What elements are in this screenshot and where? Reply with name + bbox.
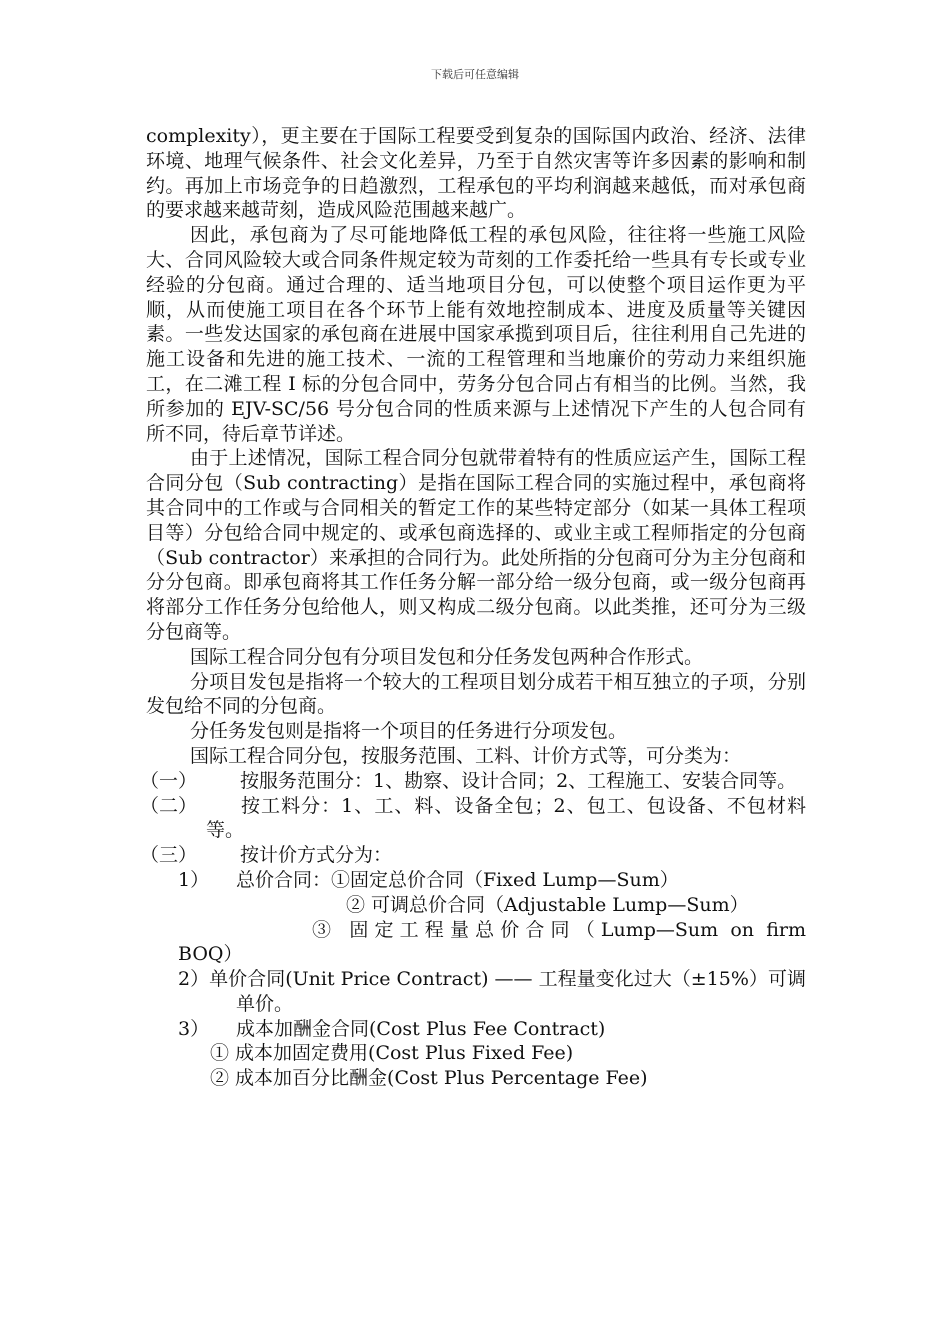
category-text: 按服务范围分：1、勘察、设计合同；2、工程施工、安装合同等。 <box>240 769 797 792</box>
pricing-item-3-sub-a: ① 成本加固定费用(Cost Plus Fixed Fee) <box>210 1042 574 1065</box>
category-text: 按工料分：1、工、料、设备全包；2、包工、包设备、不包材料等。 <box>206 794 806 842</box>
document-body <box>140 124 806 1091</box>
pricing-item-1-sub-b: ③ 固定工程量总价合同（Lump—Sum on firm <box>312 918 806 941</box>
pricing-item-3-sub-b: ② 成本加百分比酬金(Cost Plus Percentage Fee) <box>210 1067 648 1090</box>
pricing-item-2 <box>146 967 806 1017</box>
paragraph-6: 分任务发包则是指将一个项目的任务进行分项发包。 <box>190 720 628 743</box>
category-item-3 <box>140 843 806 868</box>
paragraph-4: 国际工程合同分包有分项目发包和分任务发包两种合作形式。 <box>190 645 704 668</box>
paragraph-5: 分项目发包是指将一个较大的工程项目划分成若干相互独立的子项，分别发包给不同的分包商。 <box>146 670 806 718</box>
pricing-number: 2） <box>178 968 210 991</box>
pricing-text: 成本加酬金合同(Cost Plus Fee Contract) <box>236 1017 606 1040</box>
paragraph-7: 国际工程合同分包，按服务范围、工料、计价方式等，可分类为： <box>190 744 742 767</box>
category-number: （一） <box>140 769 198 792</box>
pricing-item-1 <box>178 868 806 893</box>
page-header: 下载后可任意编辑 <box>431 68 519 81</box>
pricing-item-3 <box>178 1017 806 1042</box>
category-number: （二） <box>140 794 198 817</box>
pricing-number: 3） <box>178 1017 210 1040</box>
paragraph-3: 由于上述情况，国际工程合同分包就带着特有的性质应运产生，国际工程合同分包（Sub contracting）是指在国际工程合同的实施过程中，承包商将其合同中的工作或与合同相关的暂定工作的某些特定部分（如某一具体工程项目等）分包给合同中规定的、或承包商选择的、或业主或工程师指定的分包商（Sub contractor）来承担的合同行为。此处所指的分包商可分为主分包商和分分包商。即承包商将其工作任务分解一部分给一级分包商，或一级分包商再将部分工作任务分包给他人，则又构成二级分包商。以此类推，还可分为三级分包商等。 <box>146 447 806 643</box>
pricing-number: 1） <box>178 868 210 891</box>
category-number: （三） <box>140 844 198 867</box>
category-text: 按计价方式分为： <box>240 844 393 867</box>
paragraph-1: complexity），更主要在于国际工程要受到复杂的国际国内政治、经济、法律环境、地理气候条件、社会文化差异，乃至于自然灾害等许多因素的影响和制约。再加上市场竞争的日趋激烈，工程承包的平均利润越来越低，而对承包商的要求越来越苛刻，造成风险范围越来越广。 <box>146 125 806 222</box>
pricing-text: 单价合同(Unit Price Contract) —— 工程量变化过大（±15%）可调单价。 <box>209 968 806 1015</box>
category-item-2 <box>140 794 806 844</box>
category-item-1 <box>140 769 806 794</box>
pricing-item-1-sub-b-continued: BOQ） <box>178 943 243 966</box>
pricing-text: 总价合同：①固定总价合同（Fixed Lump—Sum） <box>236 868 679 891</box>
paragraph-2: 因此，承包商为了尽可能地降低工程的承包风险，往往将一些施工风险大、合同风险较大或合同条件规定较为苛刻的工作委托给一些具有专长或专业经验的分包商。通过合理的、适当地项目分包，可以使整个项目运作更为平顺，从而使施工项目在各个环节上能有效地控制成本、进度及质量等关键因素。一些发达国家的承包商在进展中国家承揽到项目后，往往利用自己先进的施工设备和先进的施工技术、一流的工程管理和当地廉价的劳动力来组织施工，在二滩工程 I 标的分包合同中，劳务分包合同占有相当的比例。当然，我所参加的 EJV-SC/56 号分包合同的性质来源与上述情况下产生的人包合同有所不同，待后章节详述。 <box>146 224 806 445</box>
pricing-item-1-sub-a: ② 可调总价合同（Adjustable Lump—Sum） <box>346 893 749 916</box>
